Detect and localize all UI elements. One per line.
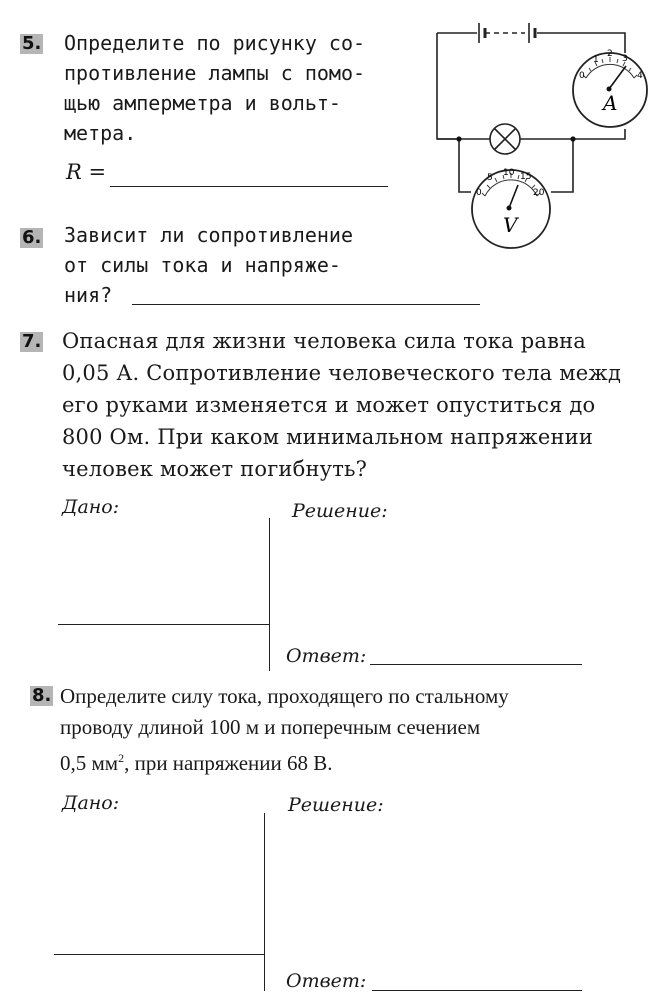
task-5-line: противление лампы с помо-: [64, 61, 366, 85]
ammeter-icon: [573, 49, 647, 127]
task-8-answer-label: Ответ:: [286, 970, 367, 992]
task-5-line: метра.: [64, 121, 137, 145]
task-7-given-label: Дано:: [62, 496, 120, 518]
task-7-divider: [269, 518, 270, 671]
task-7-line: человек может погибнуть?: [62, 457, 368, 481]
task-6-line: Зависит ли сопротивление: [64, 223, 353, 247]
battery-icon: [479, 23, 535, 43]
task-7-line: 0,05 А. Сопротивление человеческого тела межд: [62, 361, 622, 385]
ammeter-tick-4: 4: [637, 71, 643, 81]
task-6-line: от силы тока и напряже-: [64, 253, 341, 277]
task-5-answer-line[interactable]: [110, 186, 388, 187]
voltmeter-tick-20: 20: [533, 188, 545, 198]
junction-dot: [456, 136, 461, 141]
ammeter-tick-1: 1: [593, 55, 599, 65]
task-8-divider: [264, 813, 265, 991]
voltmeter-tick-10: 10: [503, 168, 515, 178]
task-8-given-label: Дано:: [62, 792, 120, 814]
task-8-solution-label: Решение:: [288, 794, 384, 816]
task-8-line: проводу длиной 100 м и поперечным сечением: [60, 715, 481, 739]
task-8-answer-line[interactable]: [372, 990, 582, 991]
task-7-solution-label: Решение:: [292, 500, 388, 522]
task-7-line: 800 Ом. При каком минимальном напряжении: [62, 425, 594, 449]
task-5-line: щью амперметра и вольт-: [64, 91, 341, 115]
voltmeter-tick-5: 5: [487, 173, 493, 183]
task-7-given-underline: [58, 624, 270, 625]
circuit-diagram: [425, 15, 660, 250]
task-8-line-rest: , при напряжении 68 В.: [124, 751, 333, 775]
task-6-number: 6.: [22, 227, 42, 248]
task-6-answer-line[interactable]: [132, 304, 480, 305]
task-8-text: [60, 681, 509, 779]
lamp-icon: [490, 124, 520, 154]
voltmeter-icon: [472, 168, 550, 248]
task-5-line: Определите по рисунку со-: [64, 31, 366, 55]
voltmeter-tick-15: 15: [520, 172, 532, 182]
task-8-number: 8.: [32, 685, 52, 706]
ammeter-tick-3: 3: [622, 54, 628, 64]
task-8-given-underline: [54, 954, 265, 955]
task-5-text: [64, 28, 365, 148]
task-7-line: его руками изменяется и может опуститься до: [62, 393, 596, 417]
task-7-number: 7.: [22, 331, 42, 352]
voltmeter-letter: V: [503, 213, 518, 237]
task-7-answer-label: Ответ:: [286, 645, 367, 667]
voltmeter-tick-0: 0: [476, 188, 482, 198]
task-8-value: 0,5 мм: [60, 751, 119, 775]
task-8-line: [60, 743, 509, 779]
task-5-answer-label: R =: [66, 160, 107, 184]
task-6-line: ния?: [64, 283, 113, 307]
ammeter-tick-0: 0: [579, 71, 585, 81]
task-5-number: 5.: [22, 33, 42, 54]
task-7-answer-line[interactable]: [370, 664, 582, 665]
task-6-text: [64, 220, 353, 310]
task-8-line: Определите силу тока, проходящего по стальному: [60, 684, 509, 708]
junction-dot: [570, 136, 575, 141]
ammeter-tick-2: 2: [607, 49, 613, 59]
ammeter-letter: A: [603, 91, 618, 115]
task-7-line: Опасная для жизни человека сила тока равна: [62, 329, 587, 353]
task-7-text: [62, 325, 621, 485]
task-8-unit-exponent: 2: [118, 751, 125, 765]
